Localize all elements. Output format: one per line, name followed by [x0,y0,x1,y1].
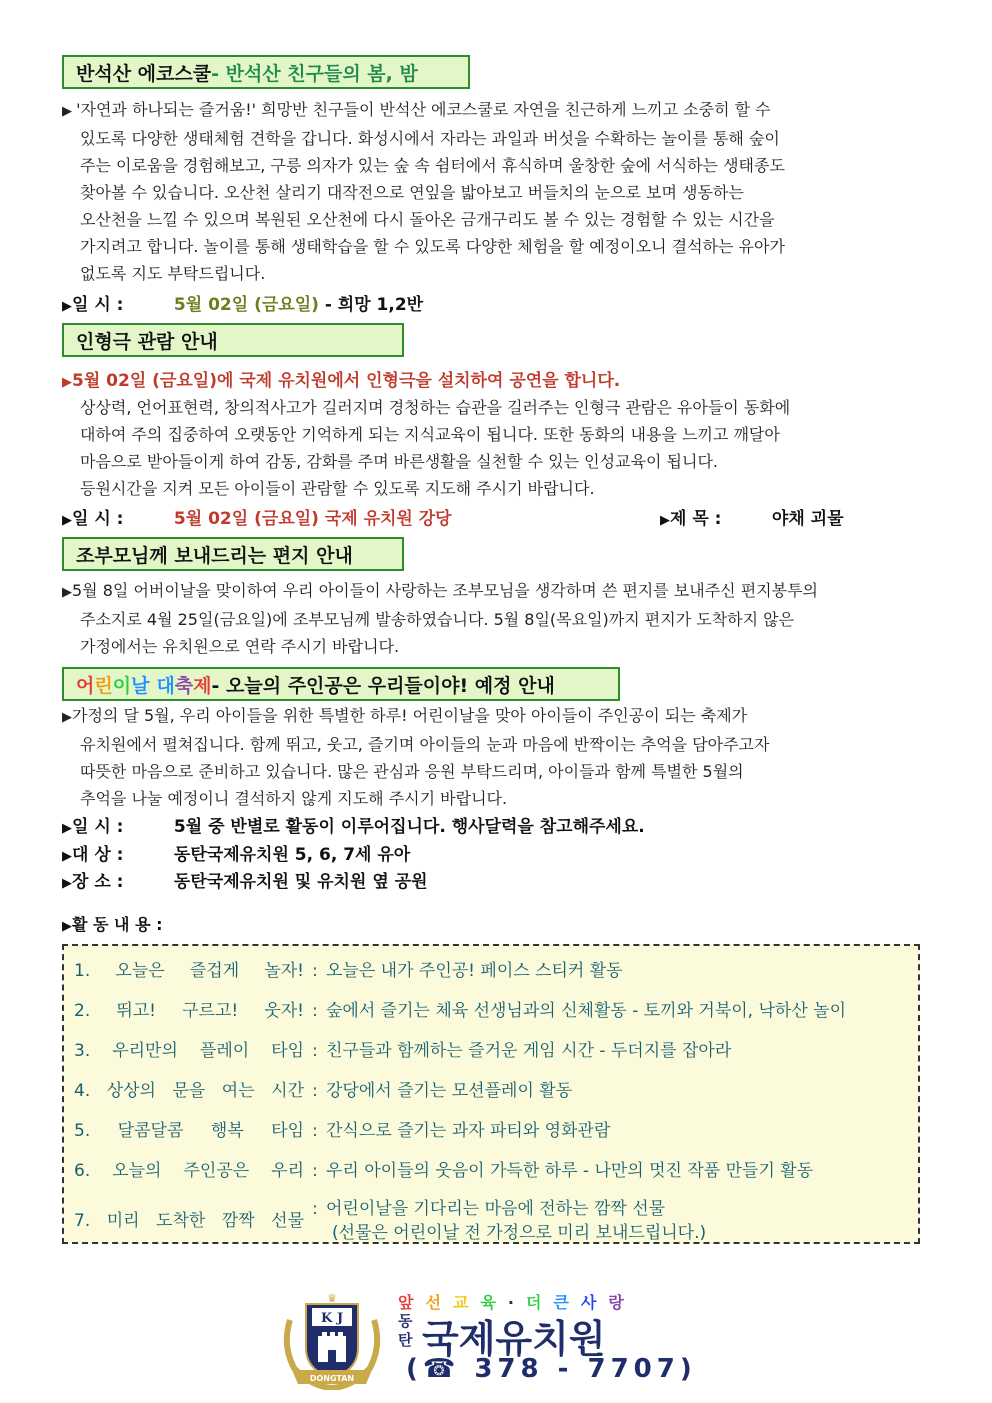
school-emblem [276,1290,388,1390]
activity-name: 3. 우리만의 플레이 타임 [74,1041,304,1061]
childrens-day-paragraph [62,702,930,812]
activity-item [74,1076,572,1101]
info-label: 대 상 : [72,845,124,865]
activity-desc: 간식으로 즐기는 과자 파티와 영화관람 [326,1121,611,1141]
bullet-icon: ▶ [62,919,72,934]
paragraph-line: 주는 이로움을 경험해보고, 구릉 의자가 있는 숲 속 쉼터에서 휴식하며 울창한 숲에 서식하는 생태종도 [80,156,785,175]
bullet-icon: ▶ [62,585,72,600]
info-value: 동탄국제유치원 및 유치원 옆 공원 [173,872,428,892]
show-title-label: 제 목 : [670,509,722,529]
rainbow-char: 날 [131,674,150,697]
date-extra: - 희망 1,2반 [318,295,424,315]
eco-school-date-row [62,290,423,315]
paragraph-line: 추억을 나눌 예정이니 결석하지 않게 지도해 주시기 바랍니다. [80,789,508,808]
section-title-letter [62,537,404,571]
puppet-date-row [62,504,452,529]
motto-char: 선 [425,1293,443,1312]
school-phone: (☎ 378 - 7707) [406,1354,697,1384]
motto-char: 사 [580,1293,599,1312]
section-title-main: 조부모님께 보내드리는 편지 안내 [76,544,353,567]
section-title-puppet-show [62,323,404,357]
activity-name: 7. 미리 도착한 깜짝 선물 [74,1211,304,1231]
info-row-date [62,812,645,837]
bullet-icon: ▶ [62,513,72,528]
activity-item [74,1036,731,1061]
school-logo [276,1290,716,1390]
small-char: 동 [398,1312,413,1330]
rainbow-char: 어 [76,674,95,697]
activity-name: 6. 오늘의 주인공은 우리 [74,1161,304,1181]
motto-char: 큰 [553,1293,571,1312]
activity-item [74,956,623,981]
colon: : [312,1199,318,1219]
paragraph-line: 없도록 지도 부탁드립니다. [80,264,266,283]
motto-char: 육 [480,1293,498,1312]
paragraph-line: 가지려고 합니다. 놀이를 통해 생태학습을 할 수 있도록 다양한 체험을 할 예정이오니 결석하는 유아가 [80,237,785,256]
activity-heading [62,912,163,935]
date-label: 일 시 : [72,295,124,315]
colon: : [312,1161,318,1181]
info-label: 장 소 : [72,872,124,892]
paragraph-line: '자연과 하나되는 즐거움!' 희망반 친구들이 반석산 에코스쿨로 자연을 친근하게 느끼고 소중히 할 수 [76,100,771,119]
bullet-icon: ▶ [62,710,72,725]
paragraph-line: 상상력, 언어표현력, 창의적사고가 길러지며 경청하는 습관을 길러주는 인형극 관람은 유아들이 동화에 [80,398,791,417]
colon: : [312,1081,318,1101]
info-value: 동탄국제유치원 5, 6, 7세 유아 [173,845,411,865]
paragraph-line: 등원시간을 지켜 모든 아이들이 관람할 수 있도록 지도해 주시기 바랍니다. [80,479,595,498]
puppet-paragraph [62,394,930,502]
emblem-letter-j: J [337,1311,344,1326]
rainbow-char: 제 [193,674,212,697]
section-title-main: 인형극 관람 안내 [76,330,218,353]
colon: : [312,1121,318,1141]
motto-char: 랑 [608,1293,626,1312]
info-row-target [62,840,410,865]
rainbow-char: 축 [174,674,194,697]
section-title-eco-school [62,55,470,89]
paragraph-line: 있도록 다양한 생태체험 견학을 갑니다. 화성시에서 자라는 과일과 버섯을 수확하는 놀이를 통해 숲이 [80,129,780,148]
emblem-ribbon-text: DONGTAN [309,1374,355,1383]
rainbow-char: 린 [94,674,113,697]
activity-name: 1. 오늘은 즐겁게 놀자! [74,961,304,981]
eco-school-paragraph [62,96,930,287]
motto-char: · [507,1293,516,1312]
info-row-place [62,867,428,892]
activity-item [74,1194,707,1243]
bullet-icon: ▶ [62,849,72,864]
activity-name: 2. 뛰고! 구르고! 웃자! [74,1001,304,1021]
activity-desc: 강당에서 즐기는 모션플레이 활동 [326,1081,573,1101]
date-label: 일 시 : [72,509,124,529]
school-name: 국제유치원 [422,1316,606,1361]
paragraph-line: 찾아볼 수 있습니다. 오산천 살리기 대작전으로 연잎을 밟아보고 버들치의 눈으로 보며 생동하는 [80,183,744,202]
info-value: 5월 중 반별로 활동이 이루어집니다. 행사달력을 참고해주세요. [173,817,645,837]
bullet-icon: ▶ [62,821,72,836]
paragraph-line: 대하여 주의 집중하여 오랫동안 기억하게 되는 지식교육이 됩니다. 또한 동화의 내용을 느끼고 깨달아 [80,425,780,444]
date-value: 5월 02일 (금요일) 국제 유치원 강당 [173,509,452,529]
school-name-small [398,1312,418,1350]
paragraph-line: 주소지로 4월 25일(금요일)에 조부모님께 발송하였습니다. 5월 8일(목요일)까지 편지가 도착하지 않은 [80,610,795,629]
rainbow-title-2 [156,671,211,698]
puppet-headline-text: 5월 02일 (금요일)에 국제 유치원에서 인형극을 설치하여 공연을 합니다. [72,371,621,391]
puppet-title-row [660,504,844,529]
motto-char: 더 [525,1293,544,1312]
letter-paragraph [62,577,930,660]
activity-item [74,996,846,1021]
activity-desc: 숲에서 즐기는 체육 선생님과의 신체활동 - 토끼와 거북이, 낙하산 놀이 [326,1001,846,1021]
motto-char: 앞 [398,1293,416,1312]
paragraph-line: 오산천을 느낄 수 있으며 복원된 오산천에 다시 돌아온 금개구리도 볼 수 있는 경험할 수 있는 시간을 [80,210,775,229]
rainbow-char: 이 [112,674,132,697]
activity-desc: 어린이날을 기다리는 마음에 전하는 깜짝 선물 [326,1199,666,1219]
colon: : [312,1041,318,1061]
colon: : [312,961,318,981]
bullet-icon: ▶ [62,299,72,314]
section-title-childrens-day [62,667,620,701]
rainbow-title-1 [76,671,149,698]
bullet-icon: ▶ [62,104,77,119]
activity-heading-text: 활 동 내 용 : [72,915,163,934]
bullet-icon: ▶ [62,375,72,390]
crown-icon: ♛ [327,1292,337,1305]
paragraph-line: 따뜻한 마음으로 준비하고 있습니다. 많은 관심과 응원 부탁드리며, 아이들과 함께 특별한 5월의 [80,762,744,781]
info-label: 일 시 : [72,817,124,837]
paragraph-line: 가정의 달 5월, 우리 아이들을 위한 특별한 하루! 어린이날을 맞아 아이들이 주인공이 되는 축제가 [72,706,748,725]
section-title-rest: - 오늘의 주인공은 우리들이야! 예정 안내 [211,674,555,697]
rainbow-char: 대 [156,674,175,697]
emblem-letter-k: K [321,1311,333,1326]
date-value: 5월 02일 (금요일) [173,295,319,315]
activity-desc: 오늘은 내가 주인공! 페이스 스티커 활동 [326,961,623,981]
small-char: 탄 [398,1331,413,1349]
activity-box [62,944,920,1244]
section-title-main: 반석산 에코스쿨 [76,62,212,85]
activity-desc-2: (선물은 어린이날 전 가정으로 미리 보내드립니다.) [332,1223,707,1243]
activity-desc: 우리 아이들의 웃음이 가득한 하루 - 나만의 멋진 작품 만들기 활동 [326,1161,814,1181]
section-title-sub: - 반석산 친구들의 봄, 밤 [211,62,418,85]
puppet-headline [62,366,620,391]
activity-item [74,1116,610,1141]
paragraph-line: 마음으로 받아들이게 하여 감동, 감화를 주며 바른생활을 실천할 수 있는 인성교육이 됩니다. [80,452,718,471]
paragraph-line: 가정에서는 유치원으로 연락 주시기 바랍니다. [80,637,400,656]
activity-desc: 친구들과 함께하는 즐거운 게임 시간 - 두더지를 잡아라 [326,1041,732,1061]
bullet-icon: ▶ [660,513,670,528]
show-title-value: 야채 괴물 [771,509,844,529]
paragraph-line: 유치원에서 펼쳐집니다. 함께 뛰고, 웃고, 즐기며 아이들의 눈과 마음에 반짝이는 추억을 담아주고자 [80,735,770,754]
paragraph-line: 5월 8일 어버이날을 맞이하여 우리 아이들이 사랑하는 조부모님을 생각하며 쓴 편지를 보내주신 편지봉투의 [72,581,818,600]
bullet-icon: ▶ [62,876,72,891]
colon: : [312,1001,318,1021]
activity-name: 4. 상상의 문을 여는 시간 [74,1081,304,1101]
motto-char: 교 [452,1293,471,1312]
activity-name: 5. 달콤달콤 행복 타임 [74,1121,304,1141]
activity-item [74,1156,813,1181]
